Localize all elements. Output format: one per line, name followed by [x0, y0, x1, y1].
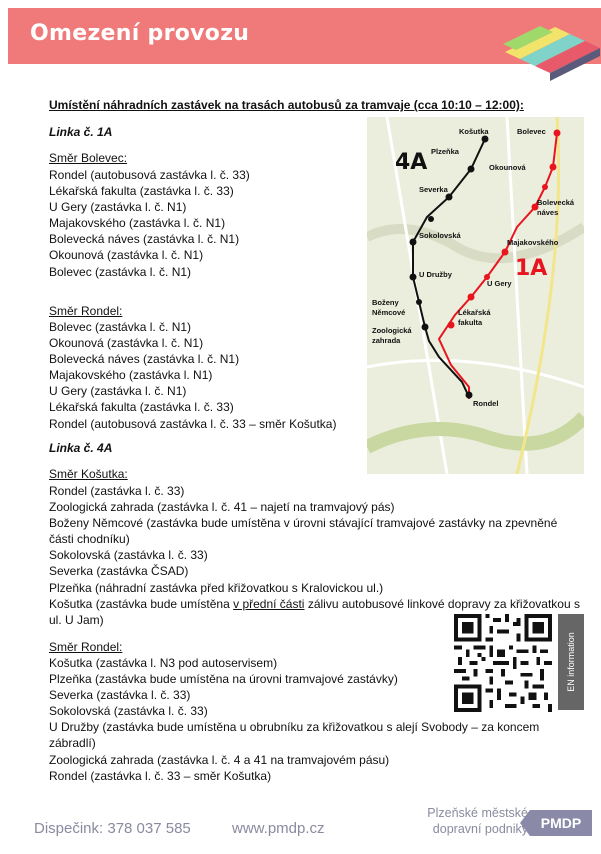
list-item: Košutka (zastávka l. N3 pod autoservisem) — [49, 656, 278, 670]
map-label-kosutka: Košutka — [459, 127, 489, 136]
list-item: Lékařská fakulta (zastávka l. č. 33) — [49, 400, 234, 415]
list-item: Bolevecká náves (zastávka l. č. N1) — [49, 232, 240, 247]
map-line-label-1a: 1A — [515, 256, 548, 281]
map-label-naves: náves — [537, 208, 559, 217]
en-information-label: EN information — [566, 632, 576, 692]
map-label-zoologicka: Zoologická — [372, 326, 412, 335]
line-1a-dir2-stops — [49, 319, 336, 432]
map-label-plzenka: Plzeňka — [431, 147, 459, 156]
route-map — [367, 117, 584, 474]
map-label-u-druzby: U Družby — [419, 270, 452, 279]
map-label-okounova: Okounová — [489, 163, 526, 172]
line-1a-dir1-stops — [49, 167, 250, 280]
list-item: Severka (zastávka l. č. 33) — [49, 688, 191, 703]
list-item: Rondel (zastávka l. č. 33) — [49, 484, 185, 498]
list-item: Bolevec (zastávka l. č. N1) — [49, 320, 192, 334]
stop-text-underlined: v přední části — [233, 596, 305, 611]
map-label-fakulta: fakulta — [458, 318, 483, 327]
line-1a-title: Linka č. 1A — [49, 125, 113, 139]
line-4a-dir1-label: Směr Košutka: — [49, 467, 128, 481]
map-line-label-4a: 4A — [395, 150, 428, 175]
map-label-bozeny: Boženy — [372, 298, 399, 307]
map-label-rondel: Rondel — [473, 399, 499, 408]
list-item: Majakovského (zastávka l. č. N1) — [49, 216, 226, 231]
line-1a-dir2-label: Směr Rondel: — [49, 304, 123, 318]
brand-stripes-logo — [495, 22, 601, 82]
list-item: Bolevec (zastávka l. č. N1) — [49, 264, 192, 279]
en-information-tag[interactable] — [558, 614, 584, 710]
list-item: U Družby (zastávka bude umístěna u obrubníku za křižovatkou s alejí Svobody – za koncem zábradlí) — [49, 720, 540, 751]
line-4a-title: Linka č. 4A — [49, 441, 113, 455]
list-item: Okounová (zastávka l. č. N1) — [49, 336, 204, 351]
map-label-bolevec: Bolevec — [517, 127, 546, 136]
list-item: U Gery (zastávka l. č. N1) — [49, 384, 187, 399]
line-4a-dir2-stops — [49, 655, 540, 784]
list-item: Rondel (autobusová zastávka l. č. 33) — [49, 168, 250, 182]
map-label-nemcove: Němcové — [372, 308, 406, 317]
list-item: Rondel (autobusová zastávka l. č. 33 – směr Košutka) — [49, 416, 337, 431]
map-label-bolevecka: Bolevecká — [537, 198, 575, 207]
line-1a-dir1-label: Směr Bolevec: — [49, 151, 128, 165]
map-label-zahrada: zahrada — [372, 336, 401, 345]
list-item: Sokolovská (zastávka l. č. 33) — [49, 704, 208, 719]
list-item: Majakovského (zastávka l. N1) — [49, 368, 213, 383]
list-item: Rondel (zastávka l. č. 33 – směr Košutka) — [49, 768, 272, 783]
list-item: Zoologická zahrada (zastávka l. č. 41 – najetí na tramvajový pás) — [49, 500, 395, 515]
map-label-lekarska: Lékařská — [458, 308, 491, 317]
line-4a-dir1-stops — [49, 483, 581, 628]
list-item: Okounová (zastávka l. č. N1) — [49, 248, 204, 263]
page-title: Omezení provozu — [30, 21, 250, 46]
list-item: Plzeňka (náhradní zastávka před křižovatkou s Kralovickou ul.) — [49, 580, 384, 595]
stop-text: zálivu autobusové linkové dopravy za křižovatkou s ul. U Jam) — [49, 596, 580, 627]
stop-text: Košutka (zastávka bude umístěna — [49, 596, 234, 611]
list-item: Sokolovská (zastávka l. č. 33) — [49, 548, 208, 563]
list-item: Boženy Němcové (zastávka bude umístěna v úrovni stávající tramvajové zastávky na zpevněné části chodníku) — [49, 516, 558, 547]
map-label-u-gery: U Gery — [487, 279, 512, 288]
line-4a-dir2-label: Směr Rondel: — [49, 640, 123, 654]
route-map-svg — [367, 117, 584, 474]
map-label-sokolovska: Sokolovská — [419, 231, 461, 240]
list-item: Zoologická zahrada (zastávka l. č. 4 a 41 na tramvajovém pásu) — [49, 752, 390, 767]
qr-code-icon[interactable] — [454, 614, 552, 712]
company-line-2: dopravní podniky — [432, 822, 528, 836]
footer-website-link[interactable]: www.pmdp.cz — [232, 820, 325, 837]
list-item: Bolevecká náves (zastávka l. č. N1) — [49, 352, 240, 367]
section-heading: Umístění náhradních zastávek na trasách autobusů za tramvaje (cca 10:10 – 12:00): — [49, 98, 524, 112]
list-item: Plzeňka (zastávka bude umístěna na úrovni tramvajové zastávky) — [49, 672, 398, 687]
list-item: Severka (zastávka ČSAD) — [49, 564, 189, 579]
list-item: U Gery (zastávka l. č. N1) — [49, 200, 187, 215]
pmdp-logo-badge: PMDP — [530, 810, 592, 836]
footer-dispatch-phone: Dispečink: 378 037 585 — [34, 820, 191, 837]
company-line-1: Plzeňské městské — [427, 806, 528, 820]
footer-company-name — [388, 805, 528, 837]
list-item: Lékařská fakulta (zastávka l. č. 33) — [49, 184, 234, 199]
map-label-severka: Severka — [419, 185, 448, 194]
map-label-majakovskeho: Majakovského — [507, 238, 559, 247]
